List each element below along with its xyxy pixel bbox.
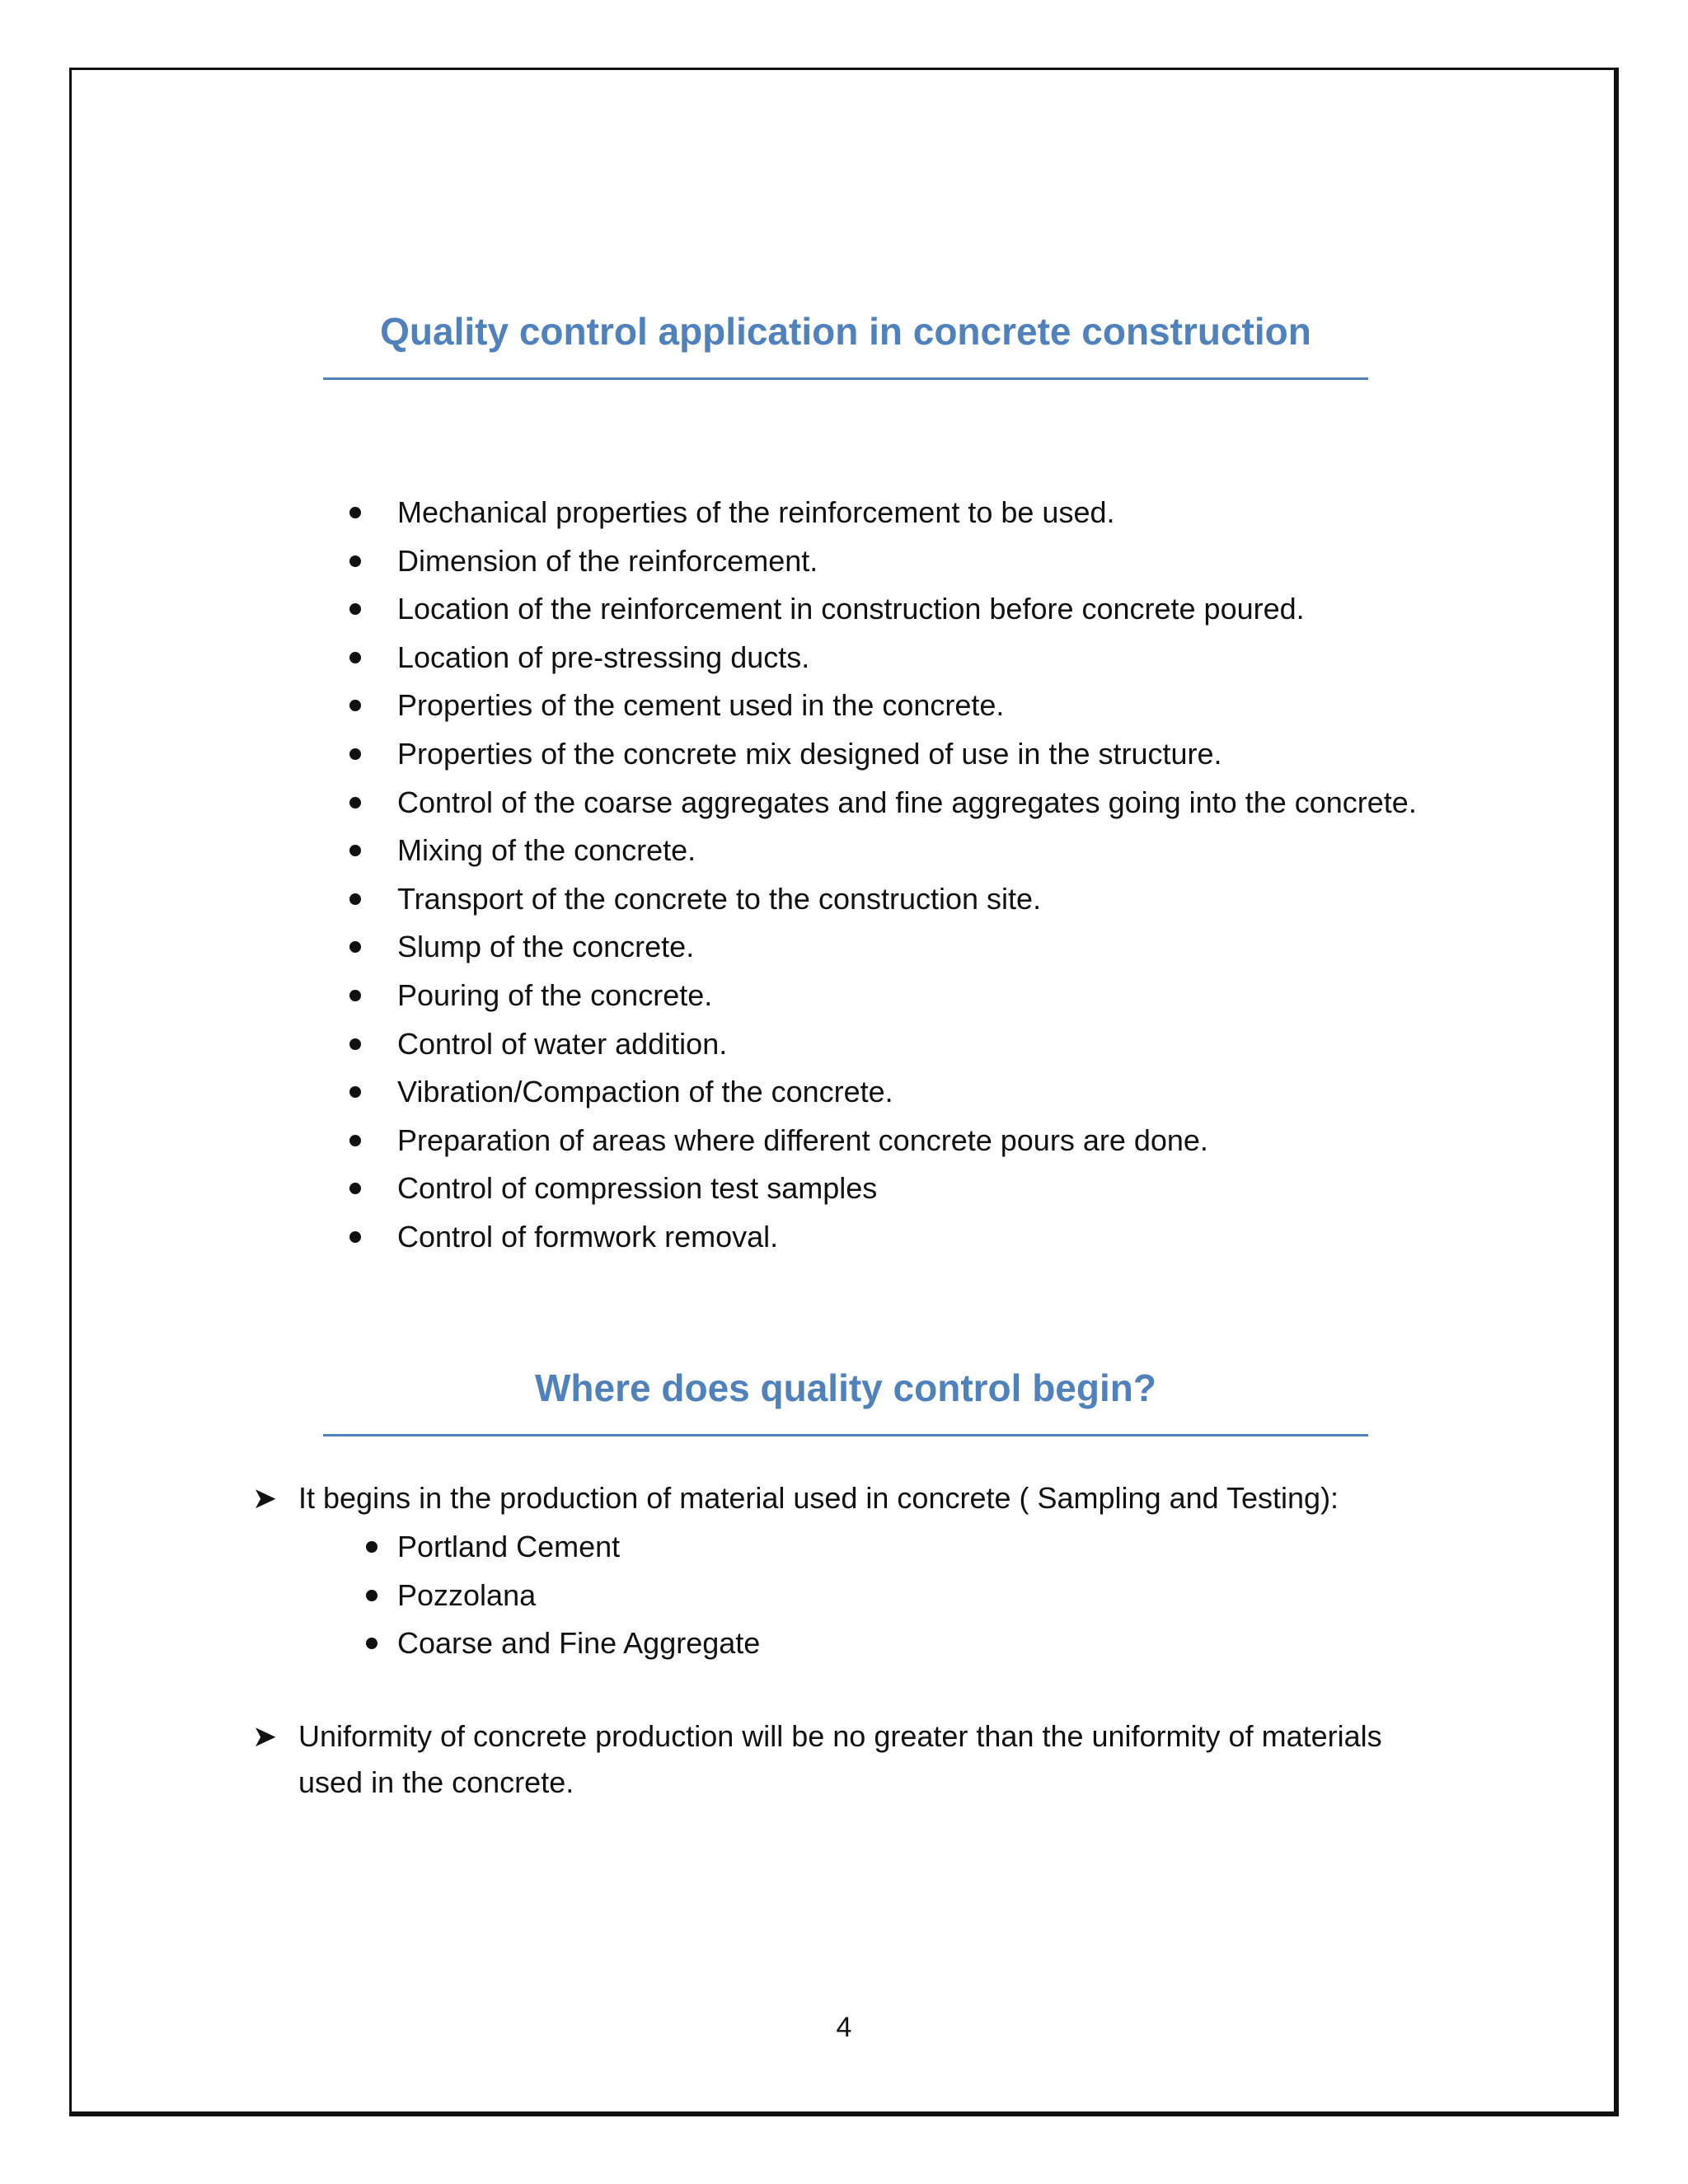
arrow-point-text: It begins in the production of material used in concrete ( Sampling and Testing): (298, 1481, 1339, 1515)
list-item: Control of water addition. (397, 1020, 1417, 1069)
bullet-icon (349, 797, 361, 808)
list-item: Transport of the concrete to the construction site. (397, 875, 1417, 924)
list-item: Control of formwork removal. (397, 1213, 1417, 1262)
arrowhead-bullet-icon: ➤ (252, 1481, 278, 1515)
list-item: Pouring of the concrete. (397, 972, 1417, 1020)
arrowhead-bullet-icon: ➤ (252, 1719, 278, 1753)
bullet-icon (366, 1541, 377, 1553)
bullet-icon (349, 1135, 361, 1146)
section-heading-qc-application: Quality control application in concrete construction (380, 310, 1311, 353)
bullet-icon (349, 893, 361, 905)
materials-list (397, 1523, 760, 1668)
bullet-icon (349, 990, 361, 1001)
list-item: Coarse and Fine Aggregate (397, 1619, 760, 1668)
arrow-point-text: Uniformity of concrete production will be no greater than the uniformity of materials used in the concrete. (298, 1719, 1382, 1799)
list-item: Location of the reinforcement in construction before concrete poured. (397, 585, 1417, 634)
bullet-icon (349, 748, 361, 760)
list-item: Location of pre-stressing ducts. (397, 634, 1417, 682)
bullet-icon (366, 1590, 377, 1601)
bullet-icon (349, 1231, 361, 1243)
bullet-icon (349, 507, 361, 518)
list-item: Mixing of the concrete. (397, 827, 1417, 875)
heading-underline (323, 1434, 1368, 1436)
list-item: Properties of the cement used in the concrete. (397, 682, 1417, 730)
arrow-point-uniformity (252, 1713, 1452, 1806)
list-item: Pozzolana (397, 1572, 760, 1620)
bullet-icon (349, 652, 361, 663)
list-item: Dimension of the reinforcement. (397, 537, 1417, 586)
list-item: Properties of the concrete mix designed of use in the structure. (397, 730, 1417, 779)
page-number: 4 (836, 2012, 852, 2043)
list-item: Control of the coarse aggregates and fine aggregates going into the concrete. (397, 779, 1417, 827)
bullet-icon (349, 555, 361, 567)
list-item: Vibration/Compaction of the concrete. (397, 1068, 1417, 1117)
list-item: Control of compression test samples (397, 1165, 1417, 1213)
list-item: Portland Cement (397, 1523, 760, 1572)
heading-underline (323, 377, 1368, 380)
list-item: Mechanical properties of the reinforcement to be used. (397, 489, 1417, 537)
list-item: Preparation of areas where different concrete pours are done. (397, 1117, 1417, 1165)
bullet-icon (349, 1038, 361, 1050)
list-item: Slump of the concrete. (397, 923, 1417, 972)
section-heading-where-qc-begins: Where does quality control begin? (535, 1366, 1156, 1409)
arrow-point-production (252, 1475, 1452, 1521)
qc-application-list (397, 489, 1417, 1262)
